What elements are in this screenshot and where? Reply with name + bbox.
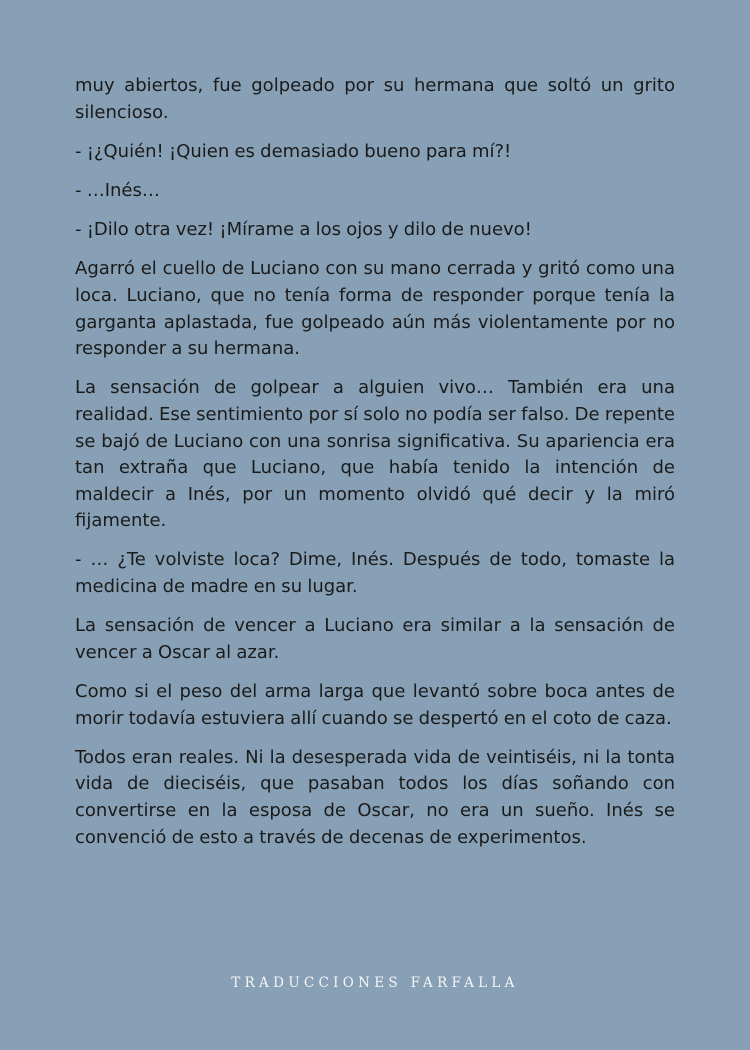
dialogue-line: - ¡Dilo otra vez! ¡Mírame a los ojos y dilo de nuevo!	[75, 219, 532, 241]
paragraph: Como si el peso del arma larga que levantó sobre boca antes de morir todavía estuviera allí cuando se despertó en el coto de caza.	[75, 681, 675, 729]
paragraph: Agarró el cuello de Luciano con su mano cerrada y gritó como una loca. Luciano, que no tenía forma de responder porque tenía la garganta aplastada, fue golpeado aún más violentamente por no responder a su hermana.	[75, 258, 675, 360]
paragraph: Todos eran reales. Ni la desesperada vida de veintiséis, ni la tonta vida de dieciséis, que pasaban todos los días soñando con convertirse en la esposa de Oscar, no era un sueño. Inés se convenció de esto a través de decenas de experimentos.	[75, 746, 675, 848]
dialogue-line: - … ¿Te volviste loca? Dime, Inés. Después de todo, tomaste la medicina de madre en su lugar.	[75, 549, 675, 598]
page-body	[75, 73, 675, 851]
dialogue-line: - ¡¿Quién! ¡Quien es demasiado bueno para mí?!	[75, 140, 512, 162]
paragraph: muy abiertos, fue golpeado por su hermana que soltó un grito silencioso.	[75, 75, 675, 123]
translator-credit-footer: TRADUCCIONES FARFALLA	[231, 975, 519, 991]
dialogue-line: - …Inés…	[75, 179, 160, 201]
paragraph: La sensación de golpear a alguien vivo… También era una realidad. Ese sentimiento por sí solo no podía ser falso. De repente se bajó de Luciano con una sonrisa significativa. Su apariencia era tan extraña que Luciano, que había tenido la intención de maldecir a Inés, por un momento olvidó qué decir y la miró fijamente.	[75, 377, 675, 532]
paragraph: La sensación de vencer a Luciano era similar a la sensación de vencer a Oscar al azar.	[75, 615, 675, 663]
